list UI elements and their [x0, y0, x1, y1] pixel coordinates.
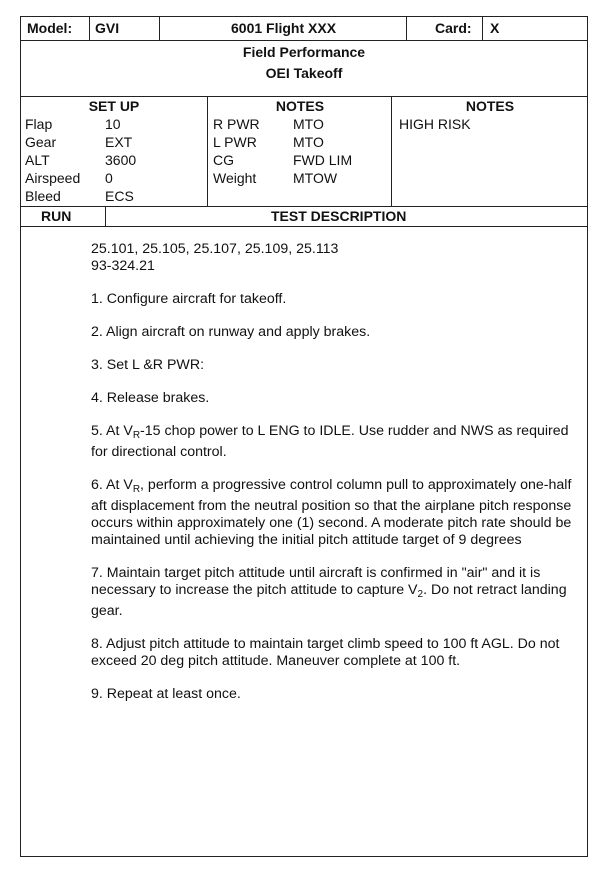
run-header — [21, 207, 587, 227]
step-8: 8. Adjust pitch attitude to maintain target climb speed to 100 ft AGL. Do not exceed 20 deg pitch attitude. Maneuver complete at 100 ft. — [91, 636, 560, 669]
notes-heading-2: NOTES — [465, 98, 515, 114]
test-description — [91, 241, 577, 719]
notes-item: L PWR MTO — [213, 134, 324, 150]
card-value: X — [490, 20, 500, 36]
notes-heading: NOTES — [275, 98, 325, 114]
step-5: 5. At $V_R-15$ chop power to L ENG to IDLE. Use rudder and NWS as required for directional control. — [91, 423, 569, 460]
run-label: RUN — [41, 208, 72, 224]
setup-item: Bleed ECS — [25, 188, 134, 204]
step-3: 3. Set L &R PWR: — [91, 357, 205, 373]
step-1: 1. Configure aircraft for takeoff. — [91, 291, 287, 307]
setup-item: Gear EXT — [25, 134, 133, 150]
step-9: 9. Repeat at least once. — [91, 686, 241, 702]
notes-item: CG FWD LIM — [213, 152, 353, 168]
step-4: 4. Release brakes. — [91, 390, 210, 406]
setup-item: Flap 10 — [25, 116, 121, 132]
notes-column-1 — [209, 97, 391, 206]
setup-item: ALT 3600 — [25, 152, 137, 168]
step-2: 2. Align aircraft on runway and apply brakes. — [91, 324, 371, 340]
setup-section — [21, 97, 587, 207]
setup-item: Airspeed 0 — [25, 170, 113, 186]
model-label: Model: — [27, 20, 73, 36]
flight-label: 6001 Flight XXX — [231, 20, 337, 36]
test-card — [20, 16, 588, 857]
test-description-label: TEST DESCRIPTION — [271, 208, 407, 224]
notes-item: R PWR MTO — [213, 116, 324, 132]
setup-heading: SET UP — [88, 98, 140, 114]
step-7: 7. Maintain target pitch attitude until aircraft is confirmed in "air" and it is necessary to increase the pitch attitude to capture $V_2$. Do not retract landing gear. — [91, 565, 567, 619]
model-value: GVI — [95, 20, 120, 36]
card-header — [21, 17, 587, 41]
card-title — [21, 41, 587, 97]
setup-column — [21, 97, 207, 206]
card-label: Card: — [435, 20, 472, 36]
title-line-1: Field Performance — [242, 44, 366, 60]
step-6: 6. At $V_R$, perform a progressive control column pull to approximately one-half aft displacement from the neutral position so that the airplane pitch response occurs within approximately one (1) second. A moderate pitch rate should be maintained until achieving the initial pitch attitude target of 9 degrees — [91, 477, 572, 548]
notes-item: Weight MTOW — [213, 170, 338, 186]
title-line-2: OEI Takeoff — [265, 65, 343, 81]
references: 25.101, 25.105, 25.107, 25.109, 25.113 93-324.21 — [91, 241, 339, 274]
notes-risk: HIGH RISK — [399, 116, 471, 132]
notes-column-2 — [393, 97, 587, 206]
